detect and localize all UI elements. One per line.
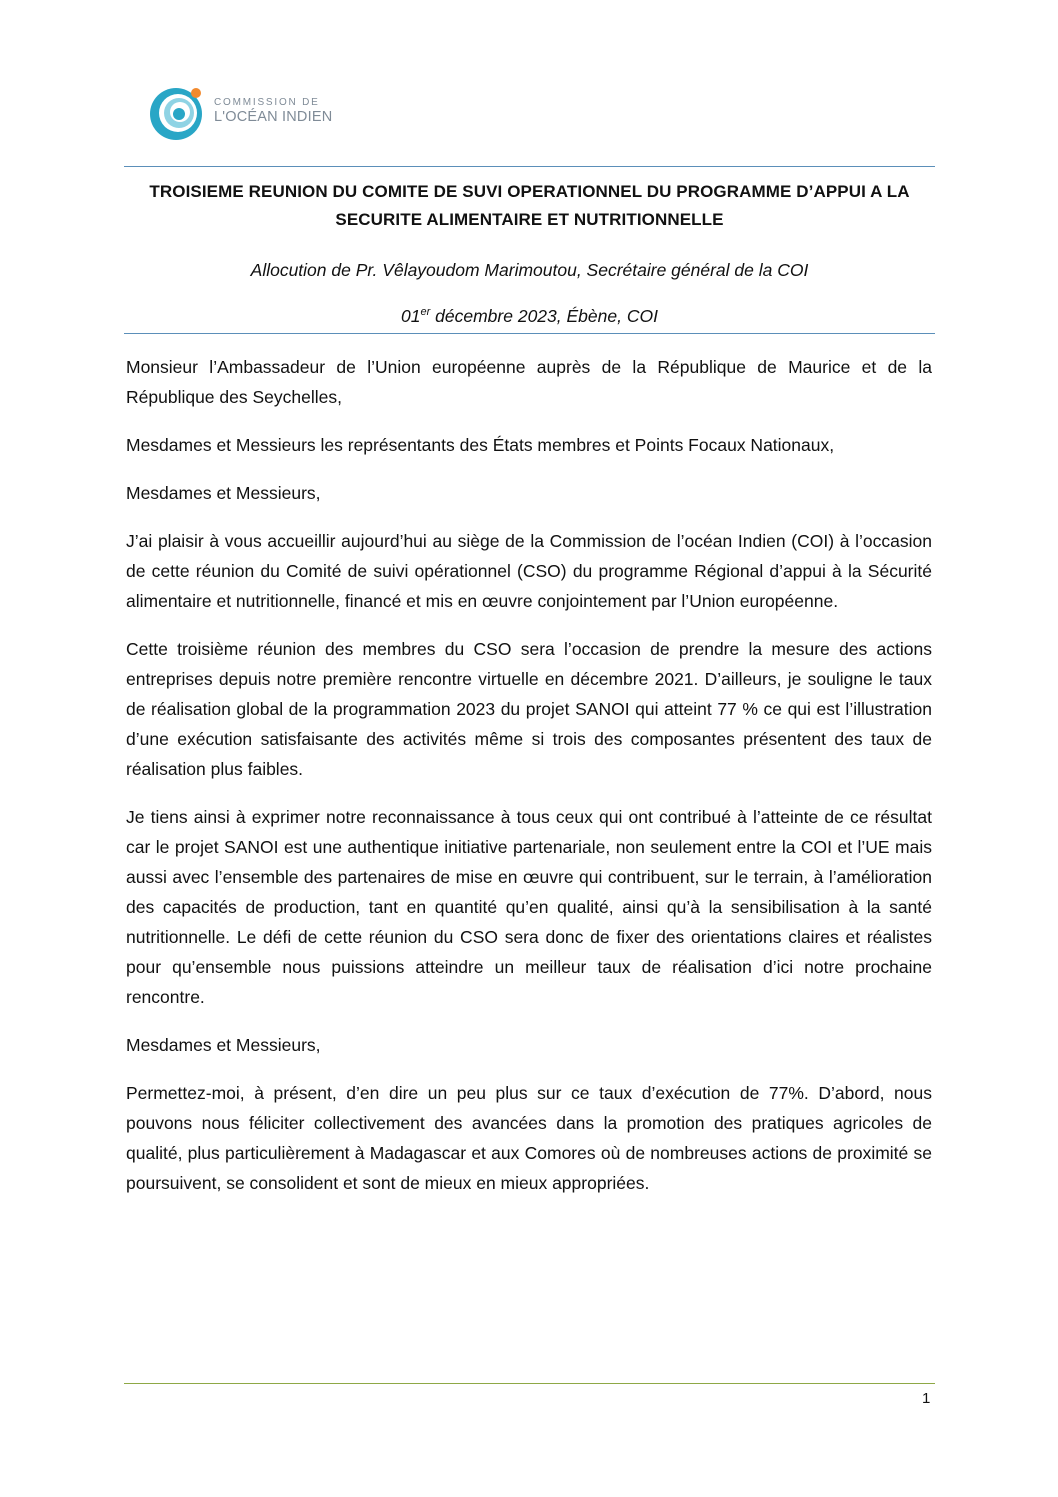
date-rest: décembre 2023, Ébène, COI [430,306,658,326]
logo-wordmark [214,98,332,125]
coi-logo [148,80,348,142]
body-paragraph: Je tiens ainsi à exprimer notre reconnaissance à tous ceux qui ont contribué à l’atteinte de ce résultat car le projet SANOI est une authentique initiative partenariale, non seulement entre la COI et l’UE mais aussi avec l’ensemble des partenaires de mise en œuvre qui contribuent, sur le terrain, à l’amélioration des capacités de production, tant en quantité qu’en qualité, ainsi qu’à la sensibilisation à la santé nutritionnelle. Le défi de cette réunion du CSO sera donc de fixer des orientations claires et réalistes pour qu’ensemble nous puissions atteindre un meilleur taux de réalisation d’ici notre prochaine rencontre. [126,807,932,1007]
logo-line-1: COMMISSION DE [214,97,320,108]
coi-logo-emblem-icon [148,82,208,142]
salutation-ambassador: Monsieur l’Ambassadeur de l’Union européenne auprès de la République de Maurice et de la République des Seychelles, [126,357,932,407]
speech-byline: Allocution de Pr. Vêlayoudom Marimoutou, Secrétaire général de la COI [250,260,809,280]
salutation-representatives: Mesdames et Messieurs les représentants des États membres et Points Focaux Nationaux, [126,435,835,455]
body-paragraph: Cette troisième réunion des membres du CSO sera l’occasion de prendre la mesure des actions entreprises depuis notre première rencontre virtuelle en décembre 2021. D’ailleurs, je souligne le taux de réalisation global de la programmation 2023 du projet SANOI qui atteint 77 % ce qui est l’illustration d’une exécution satisfaisante des activités même si trois des composantes présentent des taux de réalisation plus faibles. [126,639,932,779]
date-day: 01 [401,306,421,326]
logo-line-2: L'OCÉAN INDIEN [214,109,333,125]
body-paragraph: Permettez-moi, à présent, d’en dire un peu plus sur ce taux d’exécution de 77%. D’abord, nous pouvons nous féliciter collectivement des avancées dans la promotion des pratiques agricoles de qualité, plus particulièrement à Madagascar et aux Comores où de nombreuses actions de proximité se poursuivent, se consolident et sont de mieux en mieux appropriées. [126,1083,932,1193]
footer-divider [124,1383,935,1384]
body-paragraph: J’ai plaisir à vous accueillir aujourd’hui au siège de la Commission de l’océan Indien (COI) à l’occasion de cette réunion du Comité de suivi opérationnel (CSO) du programme Régional d’appui à la Sécurité alimentaire et nutritionnelle, financé et mis en œuvre conjointement par l’Union européenne. [126,531,932,611]
speech-body [126,352,932,1216]
header-bottom-divider [124,333,935,334]
document-title: TROISIEME REUNION DU COMITE DE SUVI OPERATIONNEL DU PROGRAMME D’APPUI A LA SECURITE ALIMENTAIRE ET NUTRITIONNELLE [149,182,910,229]
date-ordinal-suffix: er [420,306,431,318]
salutation-general: Mesdames et Messieurs, [126,1035,321,1055]
page-number: 1 [922,1390,931,1407]
header-top-divider [124,166,935,167]
speech-date [124,302,935,330]
salutation-general: Mesdames et Messieurs, [126,483,321,503]
